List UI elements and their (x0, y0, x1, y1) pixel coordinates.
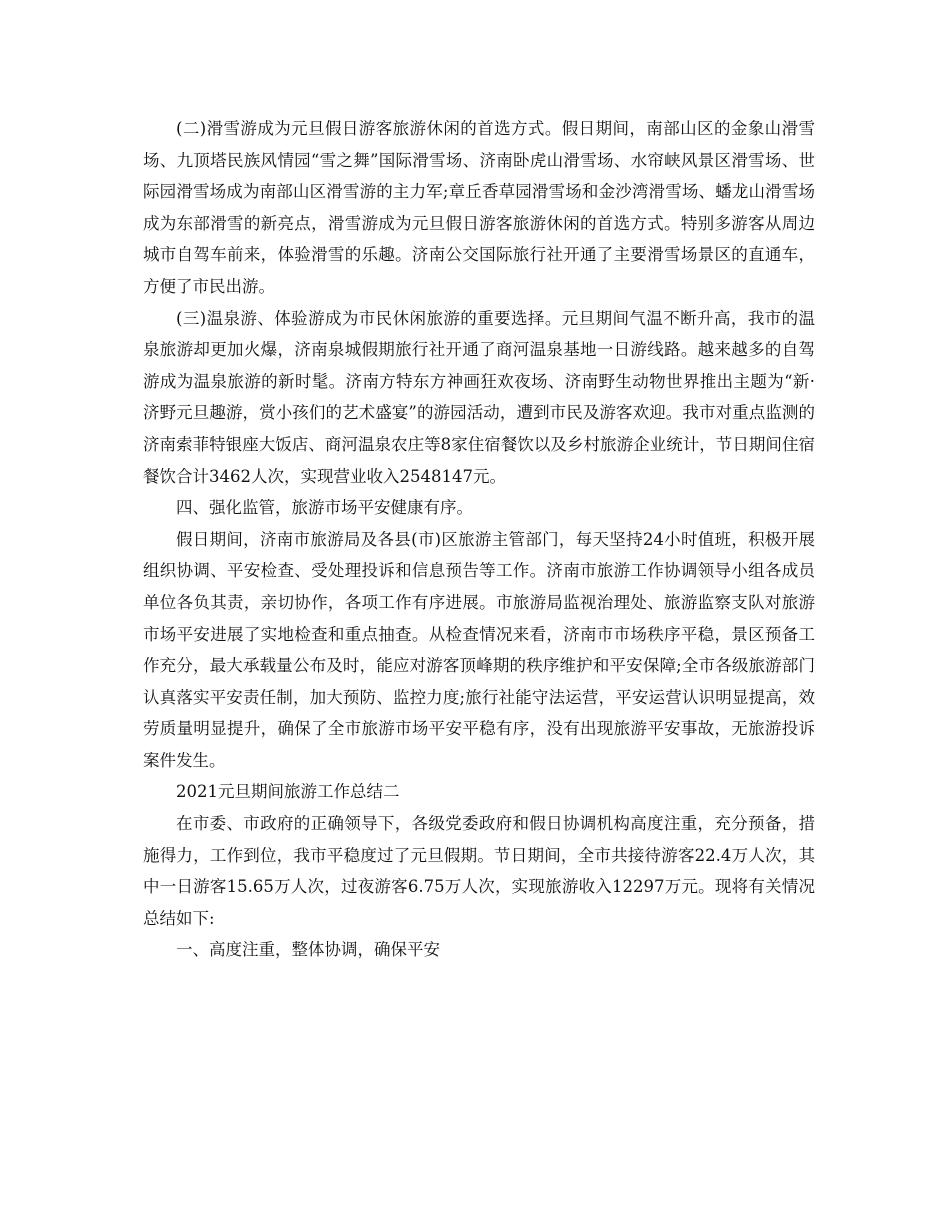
paragraph-summary-intro: 在市委、市政府的正确领导下，各级党委政府和假日协调机构高度注重，充分预备，措施得力，工作到位，我市平稳度过了元旦假期。节日期间，全市共接待游客22.4万人次，其中一日游客15.65万人次，过夜游客6.75万人次，实现旅游收入12297万元。现将有关情况总结如下: (143, 814, 815, 928)
document-body (143, 113, 815, 966)
paragraph-hot-spring-tourism: (三)温泉游、体验游成为市民休闲旅游的重要选择。元旦期间气温不断升高，我市的温泉旅游却更加火爆，济南泉城假期旅行社开通了商河温泉基地一日游线路。越来越多的自驾游成为温泉旅游的新时髦。济南方特东方神画狂欢夜场、济南野生动物世界推出主题为“新·济野元旦趣游，赏小孩们的艺术盛宴”的游园活动，遭到市民及游客欢迎。我市对重点监测的济南索菲特银座大饭店、商河温泉农庄等8家住宿餐饮以及乡村旅游企业统计，节日期间住宿餐饮合计3462人次，实现营业收入2548147元。 (143, 308, 815, 486)
section-heading-supervision: 四、强化监管，旅游市场平安健康有序。 (176, 498, 473, 518)
section-heading-coordination: 一、高度注重，整体协调，确保平安 (176, 940, 440, 960)
paragraph-skiing-tourism: (二)滑雪游成为元旦假日游客旅游休闲的首选方式。假日期间，南部山区的金象山滑雪场、九顶塔民族风情园“雪之舞”国际滑雪场、济南卧虎山滑雪场、水帘峡风景区滑雪场、世际园滑雪场成为南部山区滑雪游的主力军;章丘香草园滑雪场和金沙湾滑雪场、蟠龙山滑雪场成为东部滑雪的新亮点，滑雪游成为元旦假日游客旅游休闲的首选方式。特别多游客从周边城市自驾车前来，体验滑雪的乐趣。济南公交国际旅行社开通了主要滑雪场景区的直通车，方便了市民出游。 (143, 119, 815, 296)
section-title-summary-two: 2021元旦期间旅游工作总结二 (176, 782, 400, 802)
paragraph-holiday-supervision: 假日期间，济南市旅游局及各县(市)区旅游主管部门，每天坚持24小时值班，积极开展组织协调、平安检查、受处理投诉和信息预告等工作。济南市旅游工作协调领导小组各成员单位各负其责，亲切协作，各项工作有序进展。市旅游局监视治理处、旅游监察支队对旅游市场平安进展了实地检查和重点抽查。从检查情况来看，济南市市场秩序平稳，景区预备工作充分，最大承载量公布及时，能应对游客顶峰期的秩序维护和平安保障;全市各级旅游部门认真落实平安责任制，加大预防、监控力度;旅行社能守法运营，平安运营认识明显提高，效劳质量明显提升，确保了全市旅游市场平安平稳有序，没有出现旅游平安事故，无旅游投诉案件发生。 (143, 529, 815, 770)
